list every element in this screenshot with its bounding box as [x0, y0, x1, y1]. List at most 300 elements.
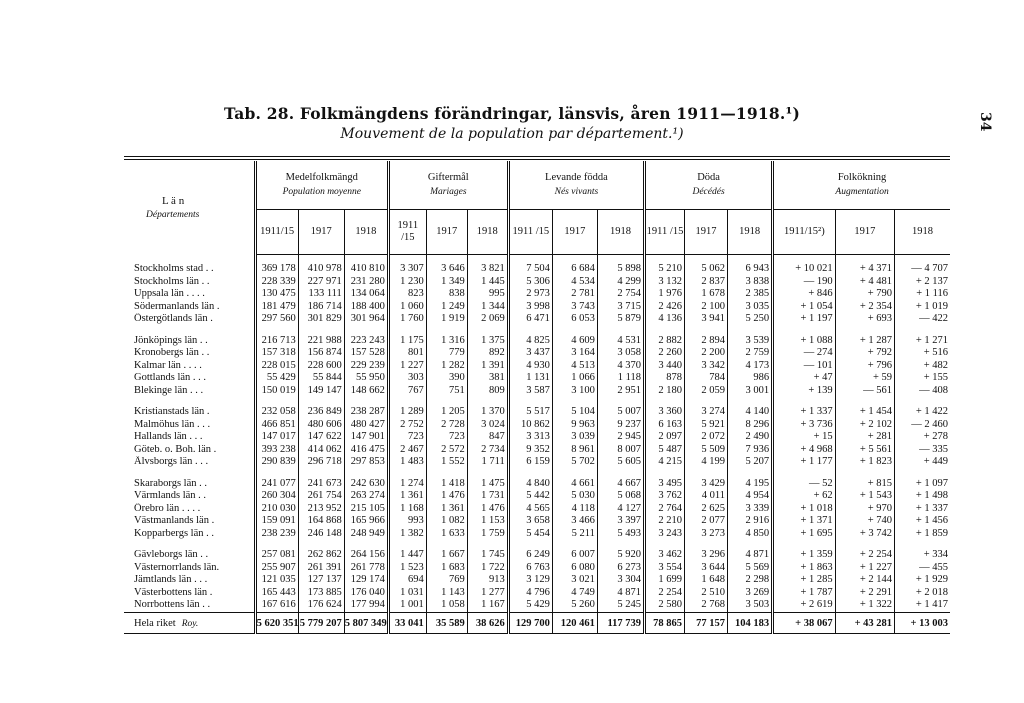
lan-name: Kristianstads län .	[134, 406, 210, 417]
table-cell: 2 510	[684, 587, 727, 600]
table-cell: 2 728	[426, 419, 467, 432]
table-cell: 3 024	[467, 419, 508, 432]
table-cell: 3 274	[684, 397, 727, 419]
table-cell: 2 894	[684, 326, 727, 348]
table-cell: 1 683	[426, 562, 467, 575]
table-cell: 223 243	[344, 326, 388, 348]
table-cell: 5 062	[684, 255, 727, 276]
table-cell: 3 838	[728, 276, 773, 289]
table-cell: 3 269	[728, 587, 773, 600]
table-cell: 55 429	[255, 372, 298, 385]
table-cell: 3 058	[597, 347, 644, 360]
table-cell: 3 644	[684, 562, 727, 575]
table-cell: + 2 619	[773, 599, 836, 612]
table-cell: + 693	[835, 313, 894, 326]
total-cell: 5 779 207	[298, 612, 344, 633]
table-cell: + 1 088	[773, 326, 836, 348]
table-cell: 228 339	[255, 276, 298, 289]
table-row	[124, 301, 950, 314]
table-cell: 4 667	[597, 469, 644, 491]
table-cell: 2 385	[728, 288, 773, 301]
table-cell: 3 715	[597, 301, 644, 314]
table-cell: 213 952	[298, 503, 344, 516]
table-cell: + 1 097	[895, 469, 950, 491]
table-cell: 847	[467, 431, 508, 444]
table-cell: 1 370	[467, 397, 508, 419]
table-cell: 1 031	[388, 587, 426, 600]
table-cell: — 4 707	[895, 255, 950, 276]
table-cell: + 62	[773, 490, 836, 503]
table-cell: + 2 102	[835, 419, 894, 432]
table-cell: 4 215	[645, 456, 685, 469]
table-cell: 6 080	[552, 562, 597, 575]
table-cell: 4 118	[552, 503, 597, 516]
departements-label: Départements	[146, 209, 200, 220]
lan-header	[124, 161, 255, 255]
table-cell: 5 007	[597, 397, 644, 419]
table-cell: + 1 929	[895, 574, 950, 587]
table-cell: 2 059	[684, 385, 727, 398]
table-cell: 4 825	[508, 326, 552, 348]
table-cell: 3 342	[684, 360, 727, 373]
total-cell: 38 626	[467, 612, 508, 633]
total-cell: 120 461	[552, 612, 597, 633]
table-cell: 148 662	[344, 385, 388, 398]
total-cell: 33 041	[388, 612, 426, 633]
table-cell: + 482	[895, 360, 950, 373]
lan-name: Kopparbergs län . .	[134, 527, 214, 539]
table-cell: 2 580	[645, 599, 685, 612]
table-cell: 4 850	[728, 528, 773, 541]
table-cell: 1 447	[388, 540, 426, 562]
lan-name: Stockholms län . .	[134, 275, 210, 287]
table-cell: 186 714	[298, 301, 344, 314]
table-cell: 369 178	[255, 255, 298, 276]
lan-name: Jämtlands län . . .	[134, 574, 208, 585]
table-cell: 1 476	[426, 490, 467, 503]
table-cell: 301 964	[344, 313, 388, 326]
table-cell: + 1 422	[895, 397, 950, 419]
year-column-header: 1917	[426, 210, 467, 255]
table-cell: 1 711	[467, 456, 508, 469]
table-cell: 410 810	[344, 255, 388, 276]
table-cell: 8 007	[597, 444, 644, 457]
table-cell: + 1 271	[895, 326, 950, 348]
table-cell: + 59	[835, 372, 894, 385]
table-cell: 694	[388, 574, 426, 587]
year-column-header: 1918	[728, 210, 773, 255]
table-cell: 6 249	[508, 540, 552, 562]
table-cell: 8 296	[728, 419, 773, 432]
table-cell: 767	[388, 385, 426, 398]
lan-name: Norrbottens län . .	[134, 599, 211, 610]
table-cell: + 1 543	[835, 490, 894, 503]
table-cell: 1 648	[684, 574, 727, 587]
table-cell: 1 919	[426, 313, 467, 326]
table-cell: + 2 254	[835, 540, 894, 562]
table-cell: 986	[728, 372, 773, 385]
table-cell: 3 397	[597, 515, 644, 528]
table-cell: 55 950	[344, 372, 388, 385]
table-cell: 4 370	[597, 360, 644, 373]
lan-name: Gottlands län . . .	[134, 372, 207, 383]
table-cell: 4 661	[552, 469, 597, 491]
total-cell: 104 183	[728, 612, 773, 633]
page-number: 34	[977, 112, 993, 132]
table-cell: + 155	[895, 372, 950, 385]
total-cell: 117 739	[597, 612, 644, 633]
table-cell: 3 440	[645, 360, 685, 373]
table-cell: + 1 787	[773, 587, 836, 600]
table-cell: 5 898	[597, 255, 644, 276]
lan-name: Västmanlands län .	[134, 515, 215, 526]
table-cell: + 10 021	[773, 255, 836, 276]
top-rule	[124, 156, 950, 157]
table-cell: 5 569	[728, 562, 773, 575]
table-cell: 5 442	[508, 490, 552, 503]
table-cell: 149 147	[298, 385, 344, 398]
table-cell: 3 998	[508, 301, 552, 314]
table-cell: 1 375	[467, 326, 508, 348]
table-cell: 4 173	[728, 360, 773, 373]
table-cell: 264 156	[344, 540, 388, 562]
table-cell: 4 140	[728, 397, 773, 419]
table-cell: 236 849	[298, 397, 344, 419]
table-cell: 10 862	[508, 419, 552, 432]
table-cell: 1 699	[645, 574, 685, 587]
table-cell: 3 307	[388, 255, 426, 276]
table-cell: 1 066	[552, 372, 597, 385]
table-cell: 9 237	[597, 419, 644, 432]
table-row	[124, 456, 950, 469]
table-cell: 241 673	[298, 469, 344, 491]
table-cell: + 1 197	[773, 313, 836, 326]
table-cell: — 422	[895, 313, 950, 326]
year-column-header: 1918	[597, 210, 644, 255]
table-cell: 4 534	[552, 276, 597, 289]
table-cell: 2 077	[684, 515, 727, 528]
table-cell: 913	[467, 574, 508, 587]
table-cell: 779	[426, 347, 467, 360]
table-cell: 263 274	[344, 490, 388, 503]
table-cell: 5 260	[552, 599, 597, 612]
table-cell: 228 015	[255, 360, 298, 373]
table-cell: 228 600	[298, 360, 344, 373]
lan-name: Göteb. o. Boh. län .	[134, 443, 217, 455]
table-cell: 2 973	[508, 288, 552, 301]
table-cell: 238 287	[344, 397, 388, 419]
lan-name: Östergötlands län .	[134, 313, 213, 324]
table-cell: + 1 287	[835, 326, 894, 348]
table-cell: 4 609	[552, 326, 597, 348]
table-row	[124, 276, 950, 289]
table-cell: 4 299	[597, 276, 644, 289]
table-cell: 221 988	[298, 326, 344, 348]
table-cell: 2 882	[645, 326, 685, 348]
table-cell: + 1 371	[773, 515, 836, 528]
table-cell: 2 752	[388, 419, 426, 432]
table-cell: 1 349	[426, 276, 467, 289]
table-cell: — 274	[773, 347, 836, 360]
table-cell: + 334	[895, 540, 950, 562]
table-cell: 55 844	[298, 372, 344, 385]
table-cell: 3 001	[728, 385, 773, 398]
lan-name: Västerbottens län .	[134, 586, 213, 598]
table-cell: 3 503	[728, 599, 773, 612]
table-cell: 6 163	[645, 419, 685, 432]
table-cell: 1 282	[426, 360, 467, 373]
table-cell: 303	[388, 372, 426, 385]
table-cell: 723	[426, 431, 467, 444]
table-cell: 3 243	[645, 528, 685, 541]
table-cell: 5 454	[508, 528, 552, 541]
table-cell: + 1 695	[773, 528, 836, 541]
table-cell: 5 068	[597, 490, 644, 503]
table-cell: 9 352	[508, 444, 552, 457]
table-cell: 1 476	[467, 503, 508, 516]
table-cell: 3 743	[552, 301, 597, 314]
table-row	[124, 528, 950, 541]
lan-name: Södermanlands län .	[134, 300, 220, 312]
table-cell: 1 175	[388, 326, 426, 348]
lan-name: Västernorrlands län.	[134, 561, 220, 573]
table-cell: 878	[645, 372, 685, 385]
table-cell: 3 360	[645, 397, 685, 419]
table-cell: 181 479	[255, 301, 298, 314]
table-cell: 4 136	[645, 313, 685, 326]
year-column-header: 1918	[467, 210, 508, 255]
table-cell: 8 961	[552, 444, 597, 457]
table-row	[124, 326, 950, 348]
table-cell: 2 200	[684, 347, 727, 360]
table-cell: 1 475	[467, 469, 508, 491]
table-cell: 1 118	[597, 372, 644, 385]
table-cell: 216 713	[255, 326, 298, 348]
table-cell: 3 646	[426, 255, 467, 276]
table-cell: 416 475	[344, 444, 388, 457]
table-cell: 150 019	[255, 385, 298, 398]
table-cell: 3 039	[552, 431, 597, 444]
table-cell: 2 467	[388, 444, 426, 457]
table-cell: 6 053	[552, 313, 597, 326]
table-cell: 2 837	[684, 276, 727, 289]
table-cell: 261 754	[298, 490, 344, 503]
table-cell: 1 153	[467, 515, 508, 528]
table-cell: 3 587	[508, 385, 552, 398]
table-cell: 751	[426, 385, 467, 398]
table-cell: + 47	[773, 372, 836, 385]
table-cell: + 846	[773, 288, 836, 301]
table-cell: — 335	[895, 444, 950, 457]
table-cell: 1 167	[467, 599, 508, 612]
table-cell: + 2 018	[895, 587, 950, 600]
table-cell: 2 572	[426, 444, 467, 457]
table-cell: + 1 116	[895, 288, 950, 301]
lan-name: Jönköpings län . .	[134, 334, 208, 346]
table-cell: + 792	[835, 347, 894, 360]
table-cell: + 2 137	[895, 276, 950, 289]
lan-name: Skaraborgs län . .	[134, 477, 208, 489]
year-column-header: 1911 /15	[508, 210, 552, 255]
table-cell: 1 060	[388, 301, 426, 314]
table-cell: 6 684	[552, 255, 597, 276]
total-row	[124, 612, 950, 633]
table-cell: + 1 054	[773, 301, 836, 314]
table-cell: 156 874	[298, 347, 344, 360]
table-cell: 5 030	[552, 490, 597, 503]
lan-name: Värmlands län . .	[134, 490, 207, 501]
table-cell: 1 168	[388, 503, 426, 516]
table-cell: 3 100	[552, 385, 597, 398]
table-cell: 5 429	[508, 599, 552, 612]
table-cell: 3 554	[645, 562, 685, 575]
table-cell: 1 678	[684, 288, 727, 301]
table-cell: 1 759	[467, 528, 508, 541]
table-cell: 809	[467, 385, 508, 398]
table-cell: + 449	[895, 456, 950, 469]
table-cell: 1 230	[388, 276, 426, 289]
total-cell: 5 620 351	[255, 612, 298, 633]
table-row	[124, 288, 950, 301]
table-cell: + 1 454	[835, 397, 894, 419]
table-cell: 3 339	[728, 503, 773, 516]
table-cell: 121 035	[255, 574, 298, 587]
table-cell: 4 565	[508, 503, 552, 516]
table-cell: 1 667	[426, 540, 467, 562]
table-cell: 3 658	[508, 515, 552, 528]
table-cell: 1 277	[467, 587, 508, 600]
table-cell: + 3 736	[773, 419, 836, 432]
table-cell: 262 862	[298, 540, 344, 562]
table-cell: 480 427	[344, 419, 388, 432]
table-cell: 4 513	[552, 360, 597, 373]
total-cell: 77 157	[684, 612, 727, 633]
table-cell: 261 391	[298, 562, 344, 575]
table-row	[124, 397, 950, 419]
lan-name: Blekinge län . . .	[134, 384, 204, 396]
table-cell: 301 829	[298, 313, 344, 326]
table-cell: 1 745	[467, 540, 508, 562]
table-cell: 6 471	[508, 313, 552, 326]
lan-name: Hallands län . . .	[134, 431, 203, 442]
table-cell: — 455	[895, 562, 950, 575]
table-cell: 892	[467, 347, 508, 360]
table-cell: 4 749	[552, 587, 597, 600]
table-cell: 1 143	[426, 587, 467, 600]
top-rule-double	[124, 159, 950, 160]
table-cell: 2 097	[645, 431, 685, 444]
table-cell: + 1 019	[895, 301, 950, 314]
group-header-medelfolkmangd: Medelfolkmängd Population moyenne	[255, 161, 388, 210]
lan-name: Stockholms stad . .	[134, 262, 214, 274]
table-cell: 3 466	[552, 515, 597, 528]
table-cell: 1 344	[467, 301, 508, 314]
table-cell: 133 111	[298, 288, 344, 301]
table-cell: 246 148	[298, 528, 344, 541]
table-cell: + 4 371	[835, 255, 894, 276]
table-cell: 1 976	[645, 288, 685, 301]
table-cell: 3 296	[684, 540, 727, 562]
table-cell: 5 250	[728, 313, 773, 326]
table-row	[124, 574, 950, 587]
table-row	[124, 490, 950, 503]
table-cell: 769	[426, 574, 467, 587]
table-cell: 127 137	[298, 574, 344, 587]
table-cell: 5 702	[552, 456, 597, 469]
table-cell: 2 945	[597, 431, 644, 444]
table-cell: 3 273	[684, 528, 727, 541]
total-cell: 129 700	[508, 612, 552, 633]
table-title: Tab. 28. Folkmängdens förändringar, länsvis, åren 1911—1918.¹)	[224, 104, 800, 123]
table-cell: + 2 354	[835, 301, 894, 314]
table-cell: 4 930	[508, 360, 552, 373]
table-cell: — 408	[895, 385, 950, 398]
table-row	[124, 444, 950, 457]
table-row	[124, 503, 950, 516]
table-cell: + 796	[835, 360, 894, 373]
table-cell: 1 552	[426, 456, 467, 469]
group-header-giftermal: Giftermål Mariages	[388, 161, 508, 210]
table-cell: — 190	[773, 276, 836, 289]
lan-name: Örebro län . . . .	[134, 502, 201, 514]
table-cell: 1 082	[426, 515, 467, 528]
table-cell: 297 560	[255, 313, 298, 326]
table-cell: 3 437	[508, 347, 552, 360]
table-cell: 165 443	[255, 587, 298, 600]
table-row	[124, 431, 950, 444]
lan-name: Malmöhus län . . .	[134, 418, 211, 430]
table-cell: 231 280	[344, 276, 388, 289]
table-cell: 147 901	[344, 431, 388, 444]
table-row	[124, 385, 950, 398]
table-cell: 5 211	[552, 528, 597, 541]
table-cell: 2 916	[728, 515, 773, 528]
group-header-levande-fodda: Levande födda Nés vivants	[508, 161, 644, 210]
table-cell: + 970	[835, 503, 894, 516]
table-cell: 159 091	[255, 515, 298, 528]
table-cell: 3 304	[597, 574, 644, 587]
table-cell: 5 517	[508, 397, 552, 419]
table-cell: 466 851	[255, 419, 298, 432]
table-cell: 173 885	[298, 587, 344, 600]
group-header-doda: Döda Décédés	[645, 161, 773, 210]
table-cell: 2 625	[684, 503, 727, 516]
table-cell: 1 361	[388, 490, 426, 503]
lan-name: Älvsborgs län . . .	[134, 456, 209, 467]
table-cell: 2 951	[597, 385, 644, 398]
table-cell: 1 249	[426, 301, 467, 314]
table-cell: 5 245	[597, 599, 644, 612]
table-cell: + 1 018	[773, 503, 836, 516]
table-cell: 381	[467, 372, 508, 385]
table-cell: 1 205	[426, 397, 467, 419]
table-cell: + 815	[835, 469, 894, 491]
table-cell: 2 764	[645, 503, 685, 516]
year-column-header: 1917	[835, 210, 894, 255]
table-cell: 157 318	[255, 347, 298, 360]
table-cell: 3 132	[645, 276, 685, 289]
table-cell: + 2 144	[835, 574, 894, 587]
table-cell: 7 936	[728, 444, 773, 457]
table-cell: 257 081	[255, 540, 298, 562]
total-cell: + 13 003	[895, 612, 950, 633]
table-cell: 164 868	[298, 515, 344, 528]
table-cell: 3 462	[645, 540, 685, 562]
table-cell: 5 487	[645, 444, 685, 457]
table-row	[124, 360, 950, 373]
table-cell: 296 718	[298, 456, 344, 469]
table-cell: 4 871	[728, 540, 773, 562]
